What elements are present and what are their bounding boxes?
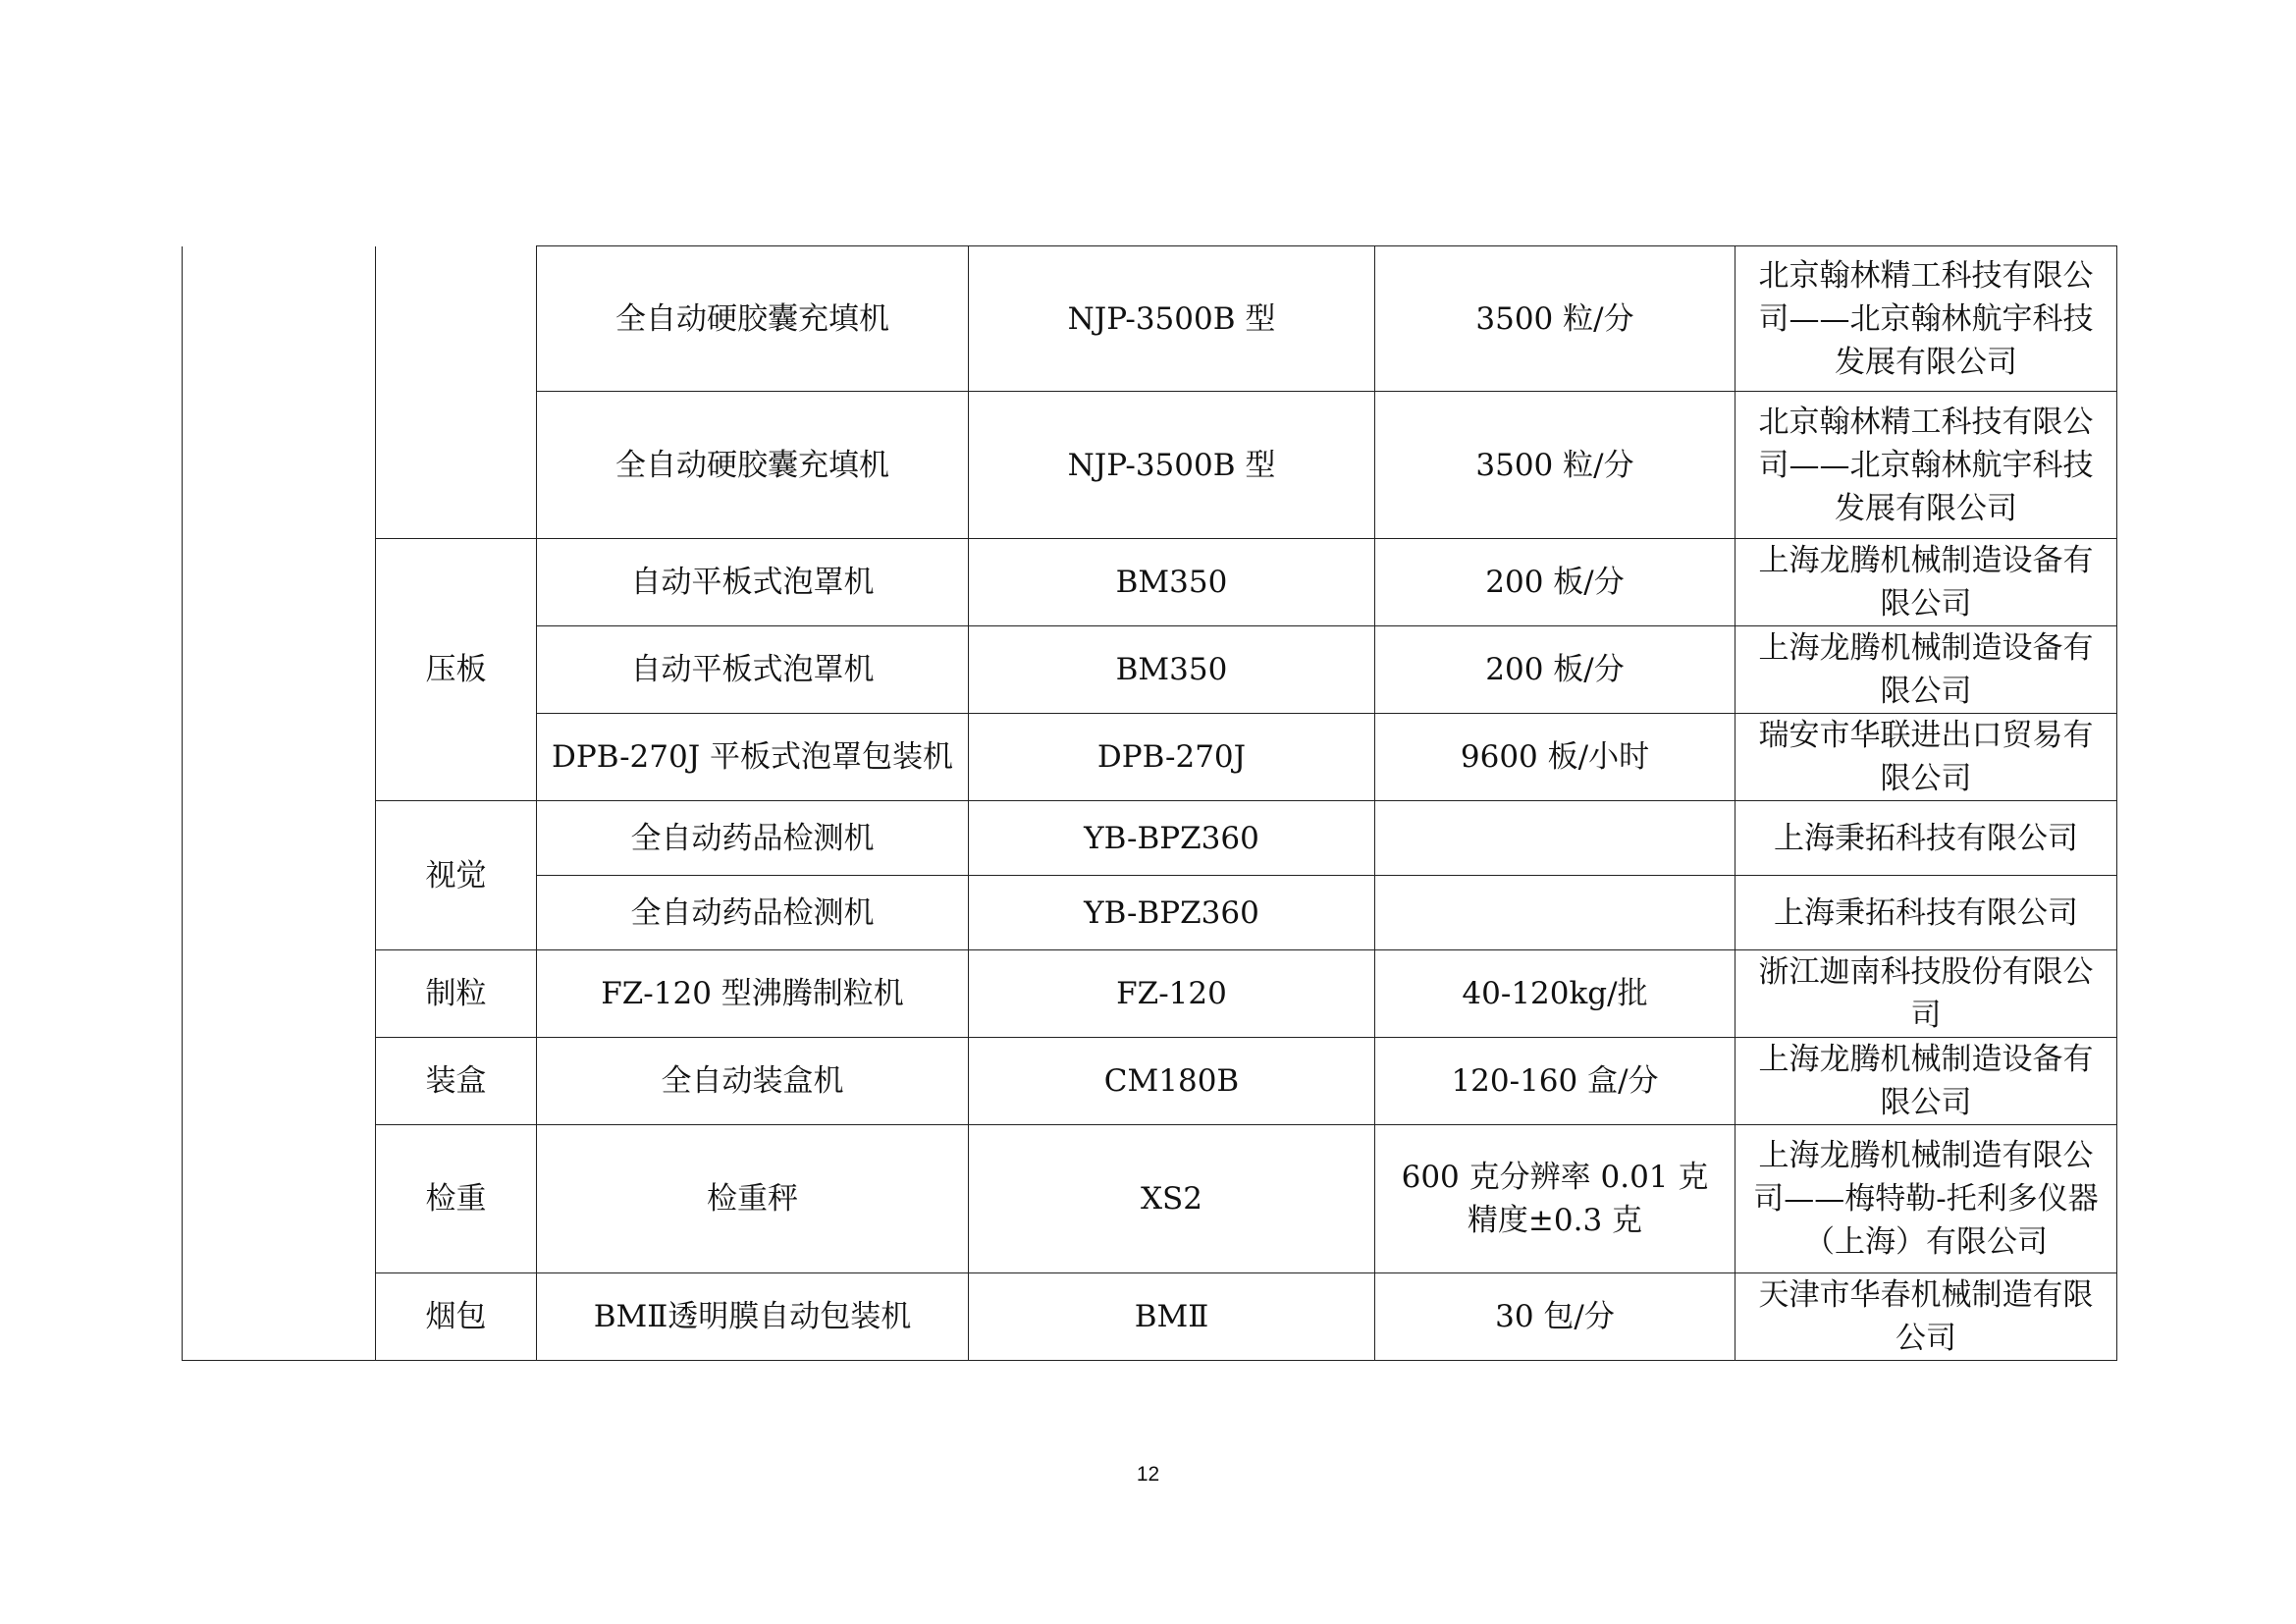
table-row (183, 539, 2117, 626)
category-cell: 制粒 (376, 950, 537, 1038)
table-row (183, 950, 2117, 1038)
equipment-name-cell: DPB-270J 平板式泡罩包装机 (537, 714, 969, 801)
model-cell: NJP-3500B 型 (969, 246, 1375, 392)
capacity-cell: 40-120kg/批 (1375, 950, 1735, 1038)
equipment-table (182, 245, 2117, 1361)
manufacturer-cell: 上海秉拓科技有限公司 (1735, 801, 2117, 876)
capacity-cell: 200 板/分 (1375, 626, 1735, 714)
category-cell (376, 246, 537, 539)
equipment-name-cell: 全自动硬胶囊充填机 (537, 392, 969, 539)
capacity-cell: 600 克分辨率 0.01 克精度±0.3 克 (1375, 1125, 1735, 1273)
category-cell: 视觉 (376, 801, 537, 950)
table-row (183, 246, 2117, 392)
manufacturer-cell: 上海秉拓科技有限公司 (1735, 876, 2117, 950)
manufacturer-cell: 北京翰林精工科技有限公司——北京翰林航宇科技发展有限公司 (1735, 392, 2117, 539)
equipment-name-cell: 全自动药品检测机 (537, 801, 969, 876)
table-row (183, 801, 2117, 876)
category-cell: 检重 (376, 1125, 537, 1273)
page-number: 12 (1136, 1463, 1160, 1486)
model-cell: BM350 (969, 539, 1375, 626)
manufacturer-cell: 瑞安市华联进出口贸易有限公司 (1735, 714, 2117, 801)
model-cell: YB-BPZ360 (969, 801, 1375, 876)
category-cell: 装盒 (376, 1038, 537, 1125)
capacity-cell: 3500 粒/分 (1375, 392, 1735, 539)
table-row (183, 1038, 2117, 1125)
table-row (183, 1125, 2117, 1273)
model-cell: CM180B (969, 1038, 1375, 1125)
equipment-name-cell: 自动平板式泡罩机 (537, 539, 969, 626)
manufacturer-cell: 北京翰林精工科技有限公司——北京翰林航宇科技发展有限公司 (1735, 246, 2117, 392)
manufacturer-cell: 上海龙腾机械制造设备有限公司 (1735, 1038, 2117, 1125)
manufacturer-cell: 天津市华春机械制造有限公司 (1735, 1273, 2117, 1361)
category-cell: 烟包 (376, 1273, 537, 1361)
model-cell: DPB-270J (969, 714, 1375, 801)
equipment-name-cell: FZ-120 型沸腾制粒机 (537, 950, 969, 1038)
capacity-cell: 9600 板/小时 (1375, 714, 1735, 801)
model-cell: BM350 (969, 626, 1375, 714)
table-row (183, 1273, 2117, 1361)
manufacturer-cell: 上海龙腾机械制造有限公司——梅特勒-托利多仪器（上海）有限公司 (1735, 1125, 2117, 1273)
equipment-name-cell: 自动平板式泡罩机 (537, 626, 969, 714)
model-cell: XS2 (969, 1125, 1375, 1273)
manufacturer-cell: 上海龙腾机械制造设备有限公司 (1735, 626, 2117, 714)
capacity-cell (1375, 876, 1735, 950)
model-cell: YB-BPZ360 (969, 876, 1375, 950)
capacity-cell: 120-160 盒/分 (1375, 1038, 1735, 1125)
equipment-name-cell: 全自动硬胶囊充填机 (537, 246, 969, 392)
manufacturer-cell: 浙江迦南科技股份有限公司 (1735, 950, 2117, 1038)
equipment-name-cell: 全自动药品检测机 (537, 876, 969, 950)
model-cell: NJP-3500B 型 (969, 392, 1375, 539)
manufacturer-cell: 上海龙腾机械制造设备有限公司 (1735, 539, 2117, 626)
equipment-name-cell: 全自动装盒机 (537, 1038, 969, 1125)
capacity-cell: 3500 粒/分 (1375, 246, 1735, 392)
model-cell: BMⅡ (969, 1273, 1375, 1361)
category-cell: 压板 (376, 539, 537, 801)
equipment-name-cell: BMⅡ透明膜自动包装机 (537, 1273, 969, 1361)
equipment-name-cell: 检重秤 (537, 1125, 969, 1273)
section-column-cell (183, 246, 376, 1361)
capacity-cell (1375, 801, 1735, 876)
capacity-cell: 30 包/分 (1375, 1273, 1735, 1361)
model-cell: FZ-120 (969, 950, 1375, 1038)
capacity-cell: 200 板/分 (1375, 539, 1735, 626)
